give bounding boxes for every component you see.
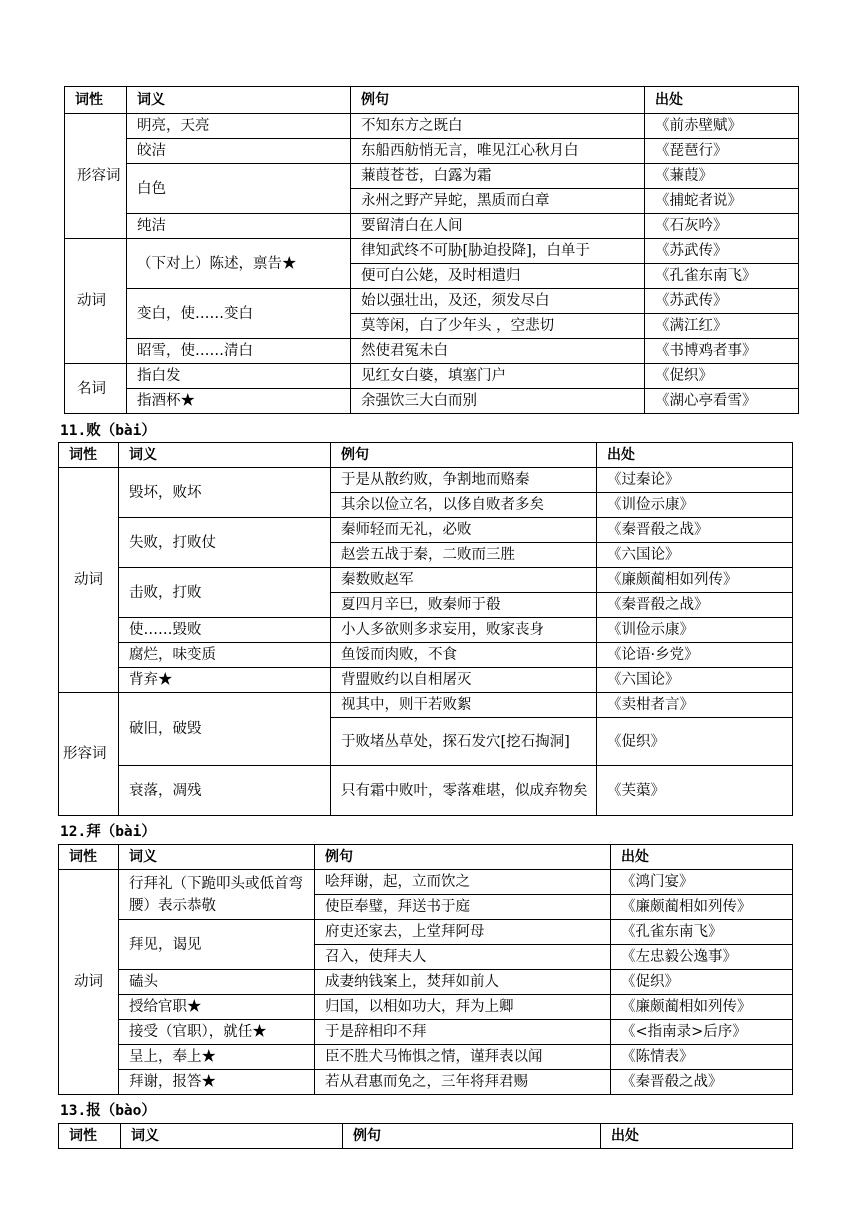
header-example: 例句 (331, 443, 597, 468)
pos-cell: 动词 (65, 239, 127, 364)
source-cell: 《石灰吟》 (645, 214, 799, 239)
table-row (59, 970, 793, 995)
table-row (65, 114, 799, 139)
table-row (65, 239, 799, 264)
meaning-cell: 背弃★ (119, 668, 331, 693)
meaning-cell: 毁坏，败坏 (119, 468, 331, 518)
table-bao (58, 1123, 793, 1149)
example-cell: 便可白公姥，及时相遣归 (351, 264, 645, 289)
meaning-cell: 拜谢，报答★ (119, 1070, 315, 1095)
example-cell: 始以强壮出，及还，须发尽白 (351, 289, 645, 314)
example-cell: 府吏还家去，上堂拜阿母 (315, 920, 611, 945)
table-row (59, 693, 793, 718)
source-cell: 《秦晋殽之战》 (597, 518, 793, 543)
pos-cell: 动词 (59, 870, 119, 1095)
source-cell: 《促织》 (597, 718, 793, 766)
pos-cell: 动词 (59, 468, 119, 693)
example-cell: 成妻纳钱案上，焚拜如前人 (315, 970, 611, 995)
meaning-cell: 皎洁 (127, 139, 351, 164)
source-cell: 《鸿门宴》 (611, 870, 793, 895)
table-bai-bow (58, 844, 793, 1095)
table-header (59, 443, 793, 468)
header-meaning: 词义 (127, 87, 351, 114)
meaning-cell: 明亮，天亮 (127, 114, 351, 139)
table-row (65, 289, 799, 314)
header-pos: 词性 (65, 87, 127, 114)
source-cell: 《苏武传》 (645, 289, 799, 314)
source-cell: 《训俭示康》 (597, 618, 793, 643)
table-row (65, 214, 799, 239)
header-example: 例句 (351, 87, 645, 114)
example-cell: 不知东方之既白 (351, 114, 645, 139)
source-cell: 《蒹葭》 (645, 164, 799, 189)
example-cell: 永州之野产异蛇，黑质而白章 (351, 189, 645, 214)
source-cell: 《湖心亭看雪》 (645, 389, 799, 414)
example-cell: 蒹葭苍苍，白露为霜 (351, 164, 645, 189)
table-row (59, 668, 793, 693)
meaning-cell: 拜见，谒见 (119, 920, 315, 970)
example-cell: 秦师轻而无礼，必败 (331, 518, 597, 543)
source-cell: 《陈情表》 (611, 1045, 793, 1070)
example-cell: 于是辞相印不拜 (315, 1020, 611, 1045)
source-cell: 《芙蕖》 (597, 766, 793, 816)
source-cell: 《六国论》 (597, 543, 793, 568)
header-example: 例句 (315, 845, 611, 870)
table-row (59, 1045, 793, 1070)
source-cell: 《六国论》 (597, 668, 793, 693)
source-cell: 《孔雀东南飞》 (645, 264, 799, 289)
example-cell: 余强饮三大白而别 (351, 389, 645, 414)
header-source: 出处 (601, 1124, 793, 1149)
example-cell: 于败堵丛草处，探石发穴[挖石掏洞] (331, 718, 597, 766)
table-row (59, 870, 793, 895)
source-cell: 《捕蛇者说》 (645, 189, 799, 214)
table-row (59, 1020, 793, 1045)
meaning-cell: 呈上，奉上★ (119, 1045, 315, 1070)
example-cell: 律知武终不可胁[胁迫投降]，白单于 (351, 239, 645, 264)
meaning-cell: 破旧，破毁 (119, 693, 331, 766)
meaning-cell: 白色 (127, 164, 351, 214)
example-cell: 赵尝五战于秦，二败而三胜 (331, 543, 597, 568)
table-row (59, 995, 793, 1020)
meaning-cell: 磕头 (119, 970, 315, 995)
source-cell: 《过秦论》 (597, 468, 793, 493)
pos-cell: 名词 (65, 364, 127, 414)
table-row (65, 139, 799, 164)
table-row (65, 164, 799, 189)
example-cell: 视其中，则干若败絮 (331, 693, 597, 718)
source-cell: 《苏武传》 (645, 239, 799, 264)
table-bai-defeat (58, 442, 793, 816)
example-cell: 见红女白婆，填塞门户 (351, 364, 645, 389)
table-header (65, 87, 799, 114)
table-row (59, 468, 793, 493)
header-meaning: 词义 (121, 1124, 343, 1149)
header-meaning: 词义 (119, 443, 331, 468)
example-cell: 夏四月辛巳，败秦师于殽 (331, 593, 597, 618)
header-source: 出处 (645, 87, 799, 114)
meaning-cell: 指白发 (127, 364, 351, 389)
meaning-cell: 授给官职★ (119, 995, 315, 1020)
section-heading-13: 13.报（bào） (60, 1103, 156, 1119)
source-cell: 《促织》 (611, 970, 793, 995)
example-cell: 鱼馁而肉败，不食 (331, 643, 597, 668)
source-cell: 《促织》 (645, 364, 799, 389)
table-row (59, 643, 793, 668)
source-cell: 《左忠毅公逸事》 (611, 945, 793, 970)
meaning-cell: 衰落，凋残 (119, 766, 331, 816)
table-row (59, 1070, 793, 1095)
example-cell: 莫等闲，白了少年头 ，空悲切 (351, 314, 645, 339)
example-cell: 若从君惠而免之，三年将拜君赐 (315, 1070, 611, 1095)
source-cell: 《满江红》 (645, 314, 799, 339)
example-cell: 小人多欲则多求妄用，败家丧身 (331, 618, 597, 643)
source-cell: 《廉颇蔺相如列传》 (597, 568, 793, 593)
table-row (59, 920, 793, 945)
example-cell: 哙拜谢，起，立而饮之 (315, 870, 611, 895)
header-pos: 词性 (59, 1124, 121, 1149)
source-cell: 《论语·乡党》 (597, 643, 793, 668)
source-cell: 《训俭示康》 (597, 493, 793, 518)
example-cell: 然使君冤未白 (351, 339, 645, 364)
meaning-cell: 行拜礼（下跪叩头或低首弯腰）表示恭敬 (119, 870, 315, 920)
example-cell: 于是从散约败，争割地而赂秦 (331, 468, 597, 493)
meaning-cell: 昭雪，使……清白 (127, 339, 351, 364)
section-heading-11: 11.败（bài） (60, 423, 156, 439)
example-cell: 东船西舫悄无言，唯见江心秋月白 (351, 139, 645, 164)
source-cell: 《前赤壁赋》 (645, 114, 799, 139)
meaning-cell: 腐烂，味变质 (119, 643, 331, 668)
table-row (59, 618, 793, 643)
header-pos: 词性 (59, 845, 119, 870)
table-row (59, 568, 793, 593)
meaning-cell: 纯洁 (127, 214, 351, 239)
source-cell: 《琵琶行》 (645, 139, 799, 164)
example-cell: 臣不胜犬马怖惧之情，谨拜表以闻 (315, 1045, 611, 1070)
table-header (59, 1124, 793, 1149)
header-source: 出处 (611, 845, 793, 870)
header-meaning: 词义 (119, 845, 315, 870)
pos-cell: 形容词 (65, 114, 127, 239)
header-pos: 词性 (59, 443, 119, 468)
meaning-cell: 击败，打败 (119, 568, 331, 618)
example-cell: 只有霜中败叶，零落难堪，似成弃物矣 (331, 766, 597, 816)
meaning-cell: （下对上）陈述，禀告★ (127, 239, 351, 289)
table-row (59, 518, 793, 543)
example-cell: 其余以俭立名，以侈自败者多矣 (331, 493, 597, 518)
example-cell: 背盟败约以自相屠灭 (331, 668, 597, 693)
source-cell: 《<指南录>后序》 (611, 1020, 793, 1045)
example-cell: 秦数败赵军 (331, 568, 597, 593)
header-example: 例句 (343, 1124, 601, 1149)
source-cell: 《廉颇蔺相如列传》 (611, 895, 793, 920)
pos-cell: 形容词 (59, 693, 119, 816)
table-header (59, 845, 793, 870)
source-cell: 《秦晋殽之战》 (597, 593, 793, 618)
example-cell: 要留清白在人间 (351, 214, 645, 239)
example-cell: 使臣奉璧，拜送书于庭 (315, 895, 611, 920)
example-cell: 召入，使拜夫人 (315, 945, 611, 970)
example-cell: 归国，以相如功大，拜为上卿 (315, 995, 611, 1020)
section-heading-12: 12.拜（bài） (60, 824, 156, 840)
meaning-cell: 指酒杯★ (127, 389, 351, 414)
source-cell: 《孔雀东南飞》 (611, 920, 793, 945)
table-bai-white (64, 86, 799, 414)
source-cell: 《卖柑者言》 (597, 693, 793, 718)
meaning-cell: 使……毁败 (119, 618, 331, 643)
meaning-cell: 失败，打败仗 (119, 518, 331, 568)
table-row (59, 766, 793, 816)
header-source: 出处 (597, 443, 793, 468)
table-row (65, 389, 799, 414)
source-cell: 《廉颇蔺相如列传》 (611, 995, 793, 1020)
source-cell: 《书博鸡者事》 (645, 339, 799, 364)
source-cell: 《秦晋殽之战》 (611, 1070, 793, 1095)
meaning-cell: 接受（官职），就任★ (119, 1020, 315, 1045)
table-row (65, 364, 799, 389)
table-row (65, 339, 799, 364)
meaning-cell: 变白，使……变白 (127, 289, 351, 339)
